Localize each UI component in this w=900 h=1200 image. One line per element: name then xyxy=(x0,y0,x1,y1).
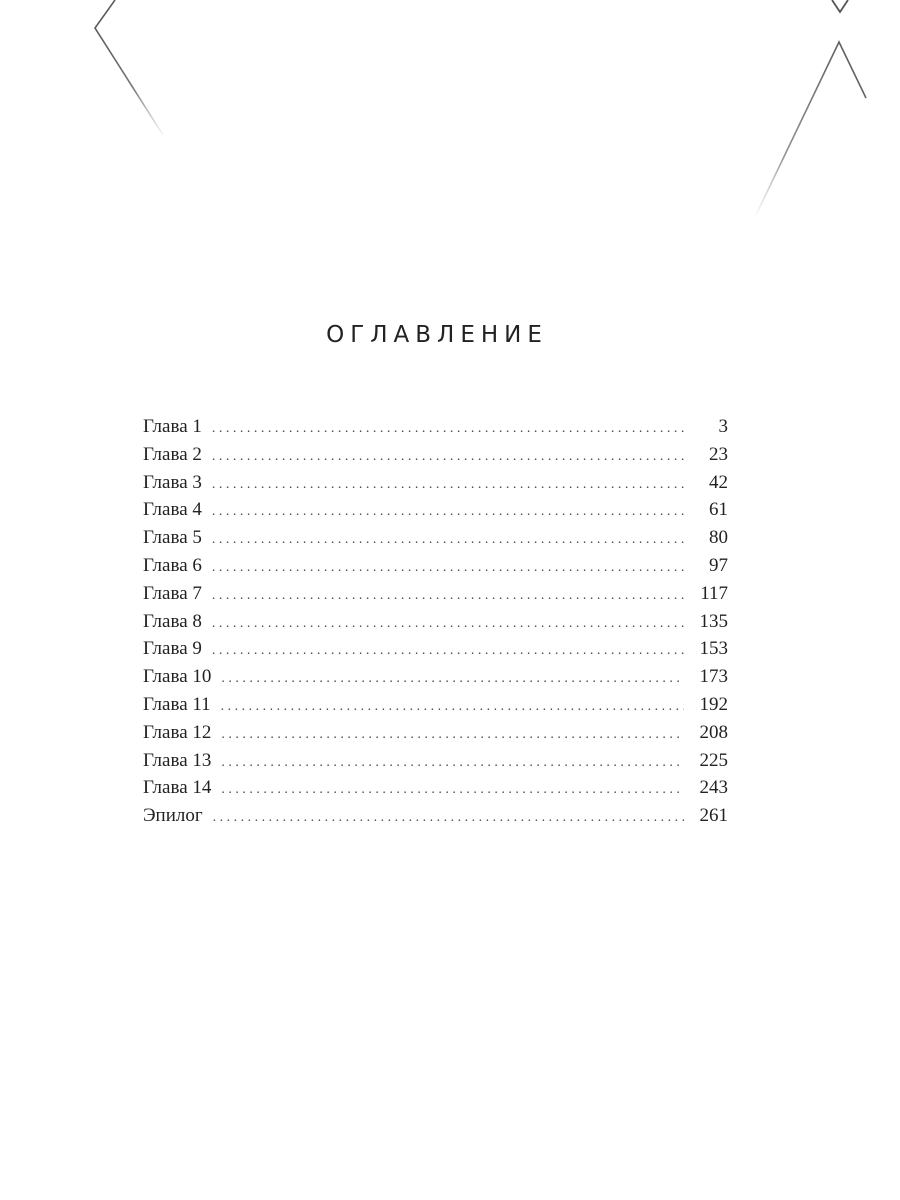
toc-entry xyxy=(143,802,728,830)
toc-entry xyxy=(143,469,728,497)
toc-entry-label: Глава 1 xyxy=(143,416,202,437)
toc-entry xyxy=(143,747,728,775)
toc-entry-page: 61 xyxy=(709,499,728,521)
ornament-line-top-right xyxy=(832,0,848,12)
toc-entry-page: 97 xyxy=(709,554,728,576)
toc-entry-label: Глава 13 xyxy=(143,749,212,771)
toc-entry xyxy=(143,774,728,802)
table-of-contents xyxy=(143,413,728,830)
dot-leader xyxy=(212,443,684,471)
toc-entry xyxy=(143,691,728,719)
toc-entry xyxy=(143,524,728,552)
toc-entry-label: Глава 7 xyxy=(143,582,202,604)
dot-leader xyxy=(212,526,684,554)
page-title: ОГЛАВЛЕНИЕ xyxy=(326,322,548,348)
toc-entry-page: 42 xyxy=(709,471,728,493)
dot-leader xyxy=(212,554,684,582)
dot-leader xyxy=(212,637,684,665)
toc-entry-label: Глава 5 xyxy=(143,527,202,549)
toc-entry-page: 173 xyxy=(699,666,728,688)
toc-entry-page: 135 xyxy=(699,610,728,632)
toc-entry-label: Эпилог xyxy=(143,805,203,827)
toc-entry-page: 23 xyxy=(709,443,728,465)
toc-entry-page: 208 xyxy=(699,721,728,743)
dot-leader xyxy=(212,415,684,443)
dot-leader xyxy=(212,498,684,526)
dot-leader xyxy=(221,776,684,804)
toc-entry-label: Глава 14 xyxy=(143,777,212,799)
toc-entry-page: 225 xyxy=(699,749,728,771)
ornament-line-right xyxy=(756,42,866,215)
dot-leader xyxy=(221,693,684,721)
toc-entry-label: Глава 4 xyxy=(143,499,202,521)
toc-entry-page: 3 xyxy=(718,416,728,437)
ornament-line-left xyxy=(95,0,163,135)
toc-entry xyxy=(143,552,728,580)
toc-entry-label: Глава 8 xyxy=(143,610,202,632)
dot-leader xyxy=(221,749,684,777)
toc-entry-page: 117 xyxy=(700,582,728,604)
toc-entry xyxy=(143,413,728,441)
toc-entry-page: 243 xyxy=(699,777,728,799)
toc-entry xyxy=(143,663,728,691)
dot-leader xyxy=(212,582,684,610)
toc-entry xyxy=(143,635,728,663)
dot-leader xyxy=(221,721,684,749)
toc-entry xyxy=(143,496,728,524)
toc-entry-label: Глава 12 xyxy=(143,721,212,743)
toc-entry xyxy=(143,441,728,469)
toc-entry-label: Глава 9 xyxy=(143,638,202,660)
toc-entry-page: 261 xyxy=(699,805,728,827)
toc-entry-label: Глава 10 xyxy=(143,666,212,688)
toc-entry xyxy=(143,608,728,636)
dot-leader xyxy=(221,665,684,693)
dot-leader xyxy=(213,804,684,832)
toc-entry-page: 192 xyxy=(699,693,728,715)
toc-entry-label: Глава 2 xyxy=(143,443,202,465)
toc-entry-label: Глава 3 xyxy=(143,471,202,493)
toc-entry-label: Глава 6 xyxy=(143,554,202,576)
toc-entry-label: Глава 11 xyxy=(143,693,211,715)
toc-entry-page: 153 xyxy=(699,638,728,660)
toc-entry xyxy=(143,719,728,747)
toc-entry xyxy=(143,580,728,608)
dot-leader xyxy=(212,471,684,499)
dot-leader xyxy=(212,610,684,638)
toc-entry-page: 80 xyxy=(709,527,728,549)
